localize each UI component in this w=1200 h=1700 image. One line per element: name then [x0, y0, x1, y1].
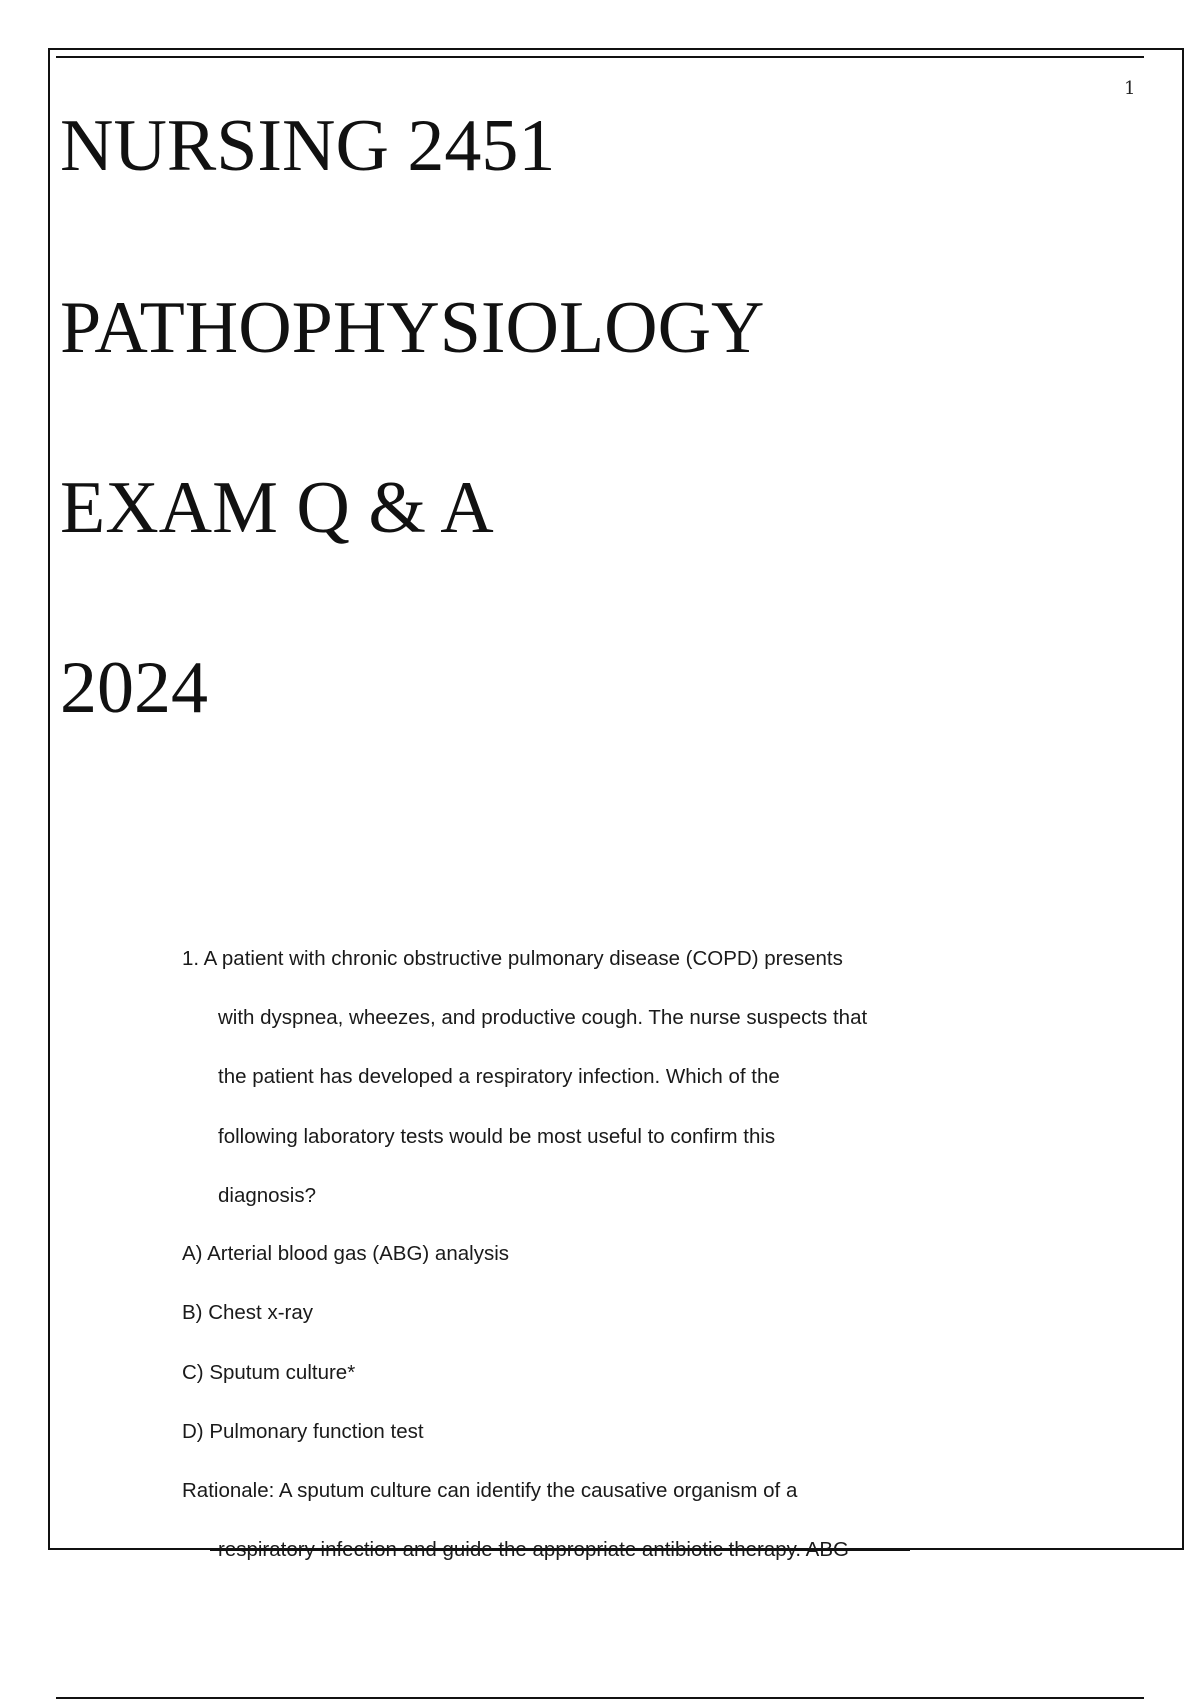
answer-option-b: B) Chest x-ray: [182, 1301, 313, 1324]
rationale-line: respiratory infection and guide the appropriate antibiotic therapy. ABG: [218, 1538, 849, 1561]
answer-option-d: D) Pulmonary function test: [182, 1420, 424, 1443]
footer-rule: [56, 1697, 1144, 1699]
question-text-line: 1. A patient with chronic obstructive pulmonary disease (COPD) presents: [182, 947, 843, 970]
question-text-line: diagnosis?: [218, 1184, 317, 1207]
answer-option-a: A) Arterial blood gas (ABG) analysis: [182, 1242, 509, 1265]
page-number: 1: [1124, 78, 1136, 99]
question-text-line: the patient has developed a respiratory infection. Which of the: [218, 1065, 780, 1088]
header-rule: [56, 56, 1144, 58]
question-text-line: following laboratory tests would be most useful to confirm this: [218, 1125, 776, 1148]
title-line-year: 2024: [60, 647, 208, 729]
title-line-course: NURSING 2451: [60, 105, 556, 187]
title-line-subject: PATHOPHYSIOLOGY: [60, 287, 765, 369]
frame-edge-over-text: [210, 1549, 910, 1551]
title-line-exam: EXAM Q & A: [60, 467, 494, 549]
rationale-line: Rationale: A sputum culture can identify the causative organism of a: [182, 1479, 798, 1502]
answer-option-c: C) Sputum culture*: [182, 1361, 356, 1384]
question-text-line: with dyspnea, wheezes, and productive cough. The nurse suspects that: [218, 1006, 868, 1029]
